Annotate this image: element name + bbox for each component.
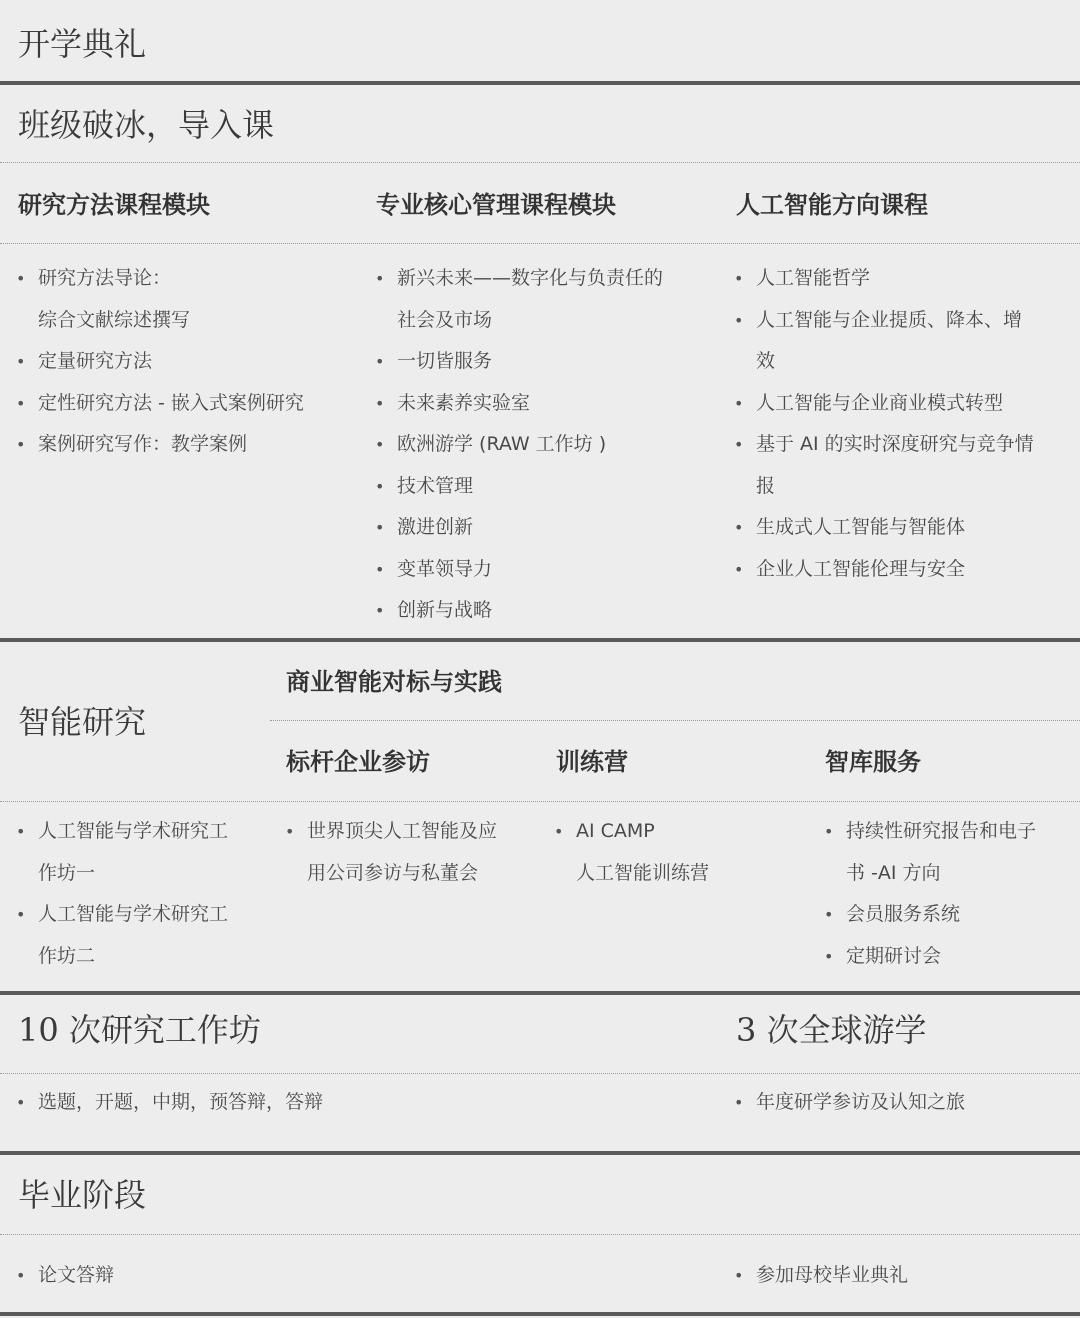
module-heading-ai-direction: 人工智能方向课程 xyxy=(736,191,928,219)
divider xyxy=(0,1312,1080,1316)
list-item: • 会员服务系统 xyxy=(824,894,1076,936)
list-item: • 新兴未来——数字化与负责任的 社会及市场 xyxy=(375,258,715,341)
list-item: • 年度研学参访及认知之旅 xyxy=(734,1082,1074,1124)
divider xyxy=(0,638,1080,642)
list-item: • 定性研究方法 - 嵌入式案例研究 xyxy=(16,383,356,425)
divider xyxy=(0,162,1080,163)
research-title: 智能研究 xyxy=(18,703,147,741)
list-item: • 生成式人工智能与智能体 xyxy=(734,507,1074,549)
module-heading-research-methods: 研究方法课程模块 xyxy=(18,191,210,219)
divider xyxy=(0,1151,1080,1155)
divider xyxy=(0,243,1080,244)
graduation-list-right xyxy=(734,1255,1074,1297)
divider xyxy=(0,991,1080,995)
list-item: • 案例研究写作：教学案例 xyxy=(16,424,356,466)
subheading-company-visits: 标杆企业参访 xyxy=(286,748,430,776)
list-item: • 人工智能与学术研究工 作坊一 xyxy=(16,811,266,894)
list-item: • 变革领导力 xyxy=(375,549,715,591)
list-item: • 研究方法导论： 综合文献综述撰写 xyxy=(16,258,356,341)
divider xyxy=(0,1073,1080,1074)
list-item: • 选题，开题，中期，预答辩，答辩 xyxy=(16,1082,676,1124)
list-item: • 定期研讨会 xyxy=(824,936,1076,978)
graduation-title: 毕业阶段 xyxy=(18,1176,147,1214)
benchmark-heading: 商业智能对标与实践 xyxy=(286,668,502,696)
global-study-title: 3 次全球游学 xyxy=(736,1011,927,1049)
list-item: • 参加母校毕业典礼 xyxy=(734,1255,1074,1297)
research-list-company-visits xyxy=(285,811,535,894)
list-item: • 激进创新 xyxy=(375,507,715,549)
list-item: • 人工智能与企业商业模式转型 xyxy=(734,383,1074,425)
module-list-research-methods xyxy=(16,258,356,466)
divider xyxy=(0,801,1080,802)
list-item: • 欧洲游学 (RAW 工作坊 ) xyxy=(375,424,715,466)
list-item: • 未来素养实验室 xyxy=(375,383,715,425)
module-list-core-management xyxy=(375,258,715,632)
global-study-list xyxy=(734,1082,1074,1124)
list-item: • 企业人工智能伦理与安全 xyxy=(734,549,1074,591)
icebreak-title: 班级破冰，导入课 xyxy=(18,106,275,144)
list-item: • 定量研究方法 xyxy=(16,341,356,383)
subheading-training-camp: 训练营 xyxy=(556,748,628,776)
list-item: • 持续性研究报告和电子 书 -AI 方向 xyxy=(824,811,1076,894)
divider xyxy=(0,1234,1080,1235)
list-item: • 基于 AI 的实时深度研究与竞争情 报 xyxy=(734,424,1074,507)
subheading-think-tank: 智库服务 xyxy=(825,748,921,776)
list-item: • AI CAMP 人工智能训练营 xyxy=(554,811,804,894)
list-item: • 技术管理 xyxy=(375,466,715,508)
workshops-list xyxy=(16,1082,676,1124)
workshops-title: 10 次研究工作坊 xyxy=(18,1011,261,1049)
research-list-workshops xyxy=(16,811,266,977)
research-list-training-camp xyxy=(554,811,804,894)
list-item: • 论文答辩 xyxy=(16,1255,676,1297)
list-item: • 人工智能哲学 xyxy=(734,258,1074,300)
divider xyxy=(0,81,1080,85)
list-item: • 世界顶尖人工智能及应 用公司参访与私董会 xyxy=(285,811,535,894)
list-item: • 人工智能与企业提质、降本、增 效 xyxy=(734,300,1074,383)
opening-title: 开学典礼 xyxy=(18,25,147,63)
list-item: • 人工智能与学术研究工 作坊二 xyxy=(16,894,266,977)
list-item: • 一切皆服务 xyxy=(375,341,715,383)
module-list-ai-direction xyxy=(734,258,1074,590)
module-heading-core-management: 专业核心管理课程模块 xyxy=(376,191,616,219)
research-list-think-tank xyxy=(824,811,1076,977)
graduation-list-left xyxy=(16,1255,676,1297)
divider xyxy=(270,720,1080,721)
list-item: • 创新与战略 xyxy=(375,590,715,632)
